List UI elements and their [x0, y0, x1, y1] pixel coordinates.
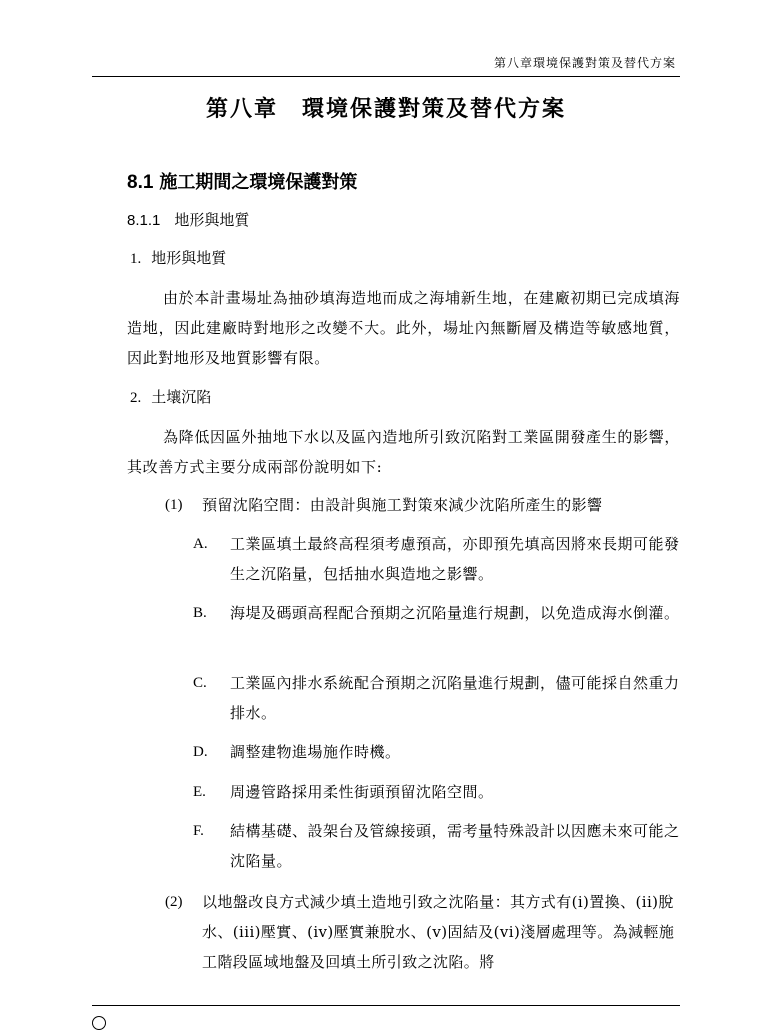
- subsection-title: 地形與地質: [174, 211, 250, 229]
- list-marker: F.: [193, 823, 204, 839]
- subitem-text: 以地盤改良方式減少填土造地引致之沈陷量：其方式有(i)置換、(ii)脫水、(iii)壓實、(iv)壓實兼脫水、(v)固結及(vi)淺層處理等。為減輕施工階段區域地盤及回填土所引致之沈陷。將: [202, 893, 675, 971]
- section-title: 施工期間之環境保護對策: [159, 172, 358, 193]
- footer-rule: [92, 1005, 680, 1006]
- list-item-b: [193, 598, 680, 628]
- list-item-a: [193, 529, 680, 589]
- chapter-title: 第八章 環境保護對策及替代方案: [205, 96, 566, 122]
- item-title: 土壤沉陷: [151, 388, 212, 406]
- header-rule: [92, 76, 680, 77]
- subsection-number: 8.1.1: [127, 212, 161, 229]
- list-text: 海堤及碼頭高程配合預期之沉陷量進行規劃，以免造成海水倒灌。: [230, 604, 680, 622]
- list-item-e: [193, 777, 680, 807]
- list-text: 結構基礎、設架台及管線接頭，需考量特殊設計以因應未來可能之沈陷量。: [230, 822, 680, 870]
- section-number: 8.1: [127, 172, 154, 193]
- running-header: 第八章環境保護對策及替代方案: [493, 56, 676, 70]
- list-marker: C.: [193, 675, 207, 691]
- company-logo-icon: [92, 1016, 106, 1030]
- list-marker: D.: [193, 744, 208, 760]
- subitem-marker: (2): [165, 894, 183, 910]
- list-marker: A.: [193, 536, 208, 552]
- list-item-c: [193, 668, 680, 728]
- subitem-2: [165, 887, 680, 977]
- item-title: 地形與地質: [151, 249, 227, 267]
- list-item-d: [193, 737, 680, 767]
- subsection-heading: [127, 209, 249, 230]
- subitem-text: 預留沈陷空間：由設計與施工對策來減少沈陷所產生的影響: [202, 496, 603, 514]
- section-heading: [127, 168, 357, 194]
- list-text: 周邊管路採用柔性街頭預留沈陷空間。: [230, 783, 494, 801]
- item-heading-1: [130, 247, 226, 268]
- subitem-1: [165, 490, 680, 520]
- list-text: 調整建物進場施作時機。: [230, 743, 401, 761]
- subitem-marker: (1): [165, 497, 183, 513]
- list-text: 工業區填土最終高程須考慮預高，亦即預先填高因將來長期可能發生之沉陷量，包括抽水與造地之影響。: [230, 535, 680, 583]
- item-heading-2: [130, 386, 211, 407]
- item-paragraph-2: 為降低因區外抽地下水以及區內造地所引致沉陷對工業區開發產生的影響，其改善方式主要分成兩部份說明如下:: [127, 428, 680, 476]
- list-marker: B.: [193, 605, 207, 621]
- item-paragraph-1: 由於本計畫場址為抽砂填海造地而成之海埔新生地，在建廠初期已完成填海造地，因此建廠時對地形之改變不大。此外，場址內無斷層及構造等敏感地質，因此對地形及地質影響有限。: [127, 289, 680, 367]
- list-text: 工業區內排水系統配合預期之沉陷量進行規劃，儘可能採自然重力排水。: [230, 674, 680, 722]
- item-number: 1.: [130, 251, 142, 267]
- item-number: 2.: [130, 390, 142, 406]
- list-item-f: [193, 816, 680, 876]
- list-marker: E.: [193, 784, 206, 800]
